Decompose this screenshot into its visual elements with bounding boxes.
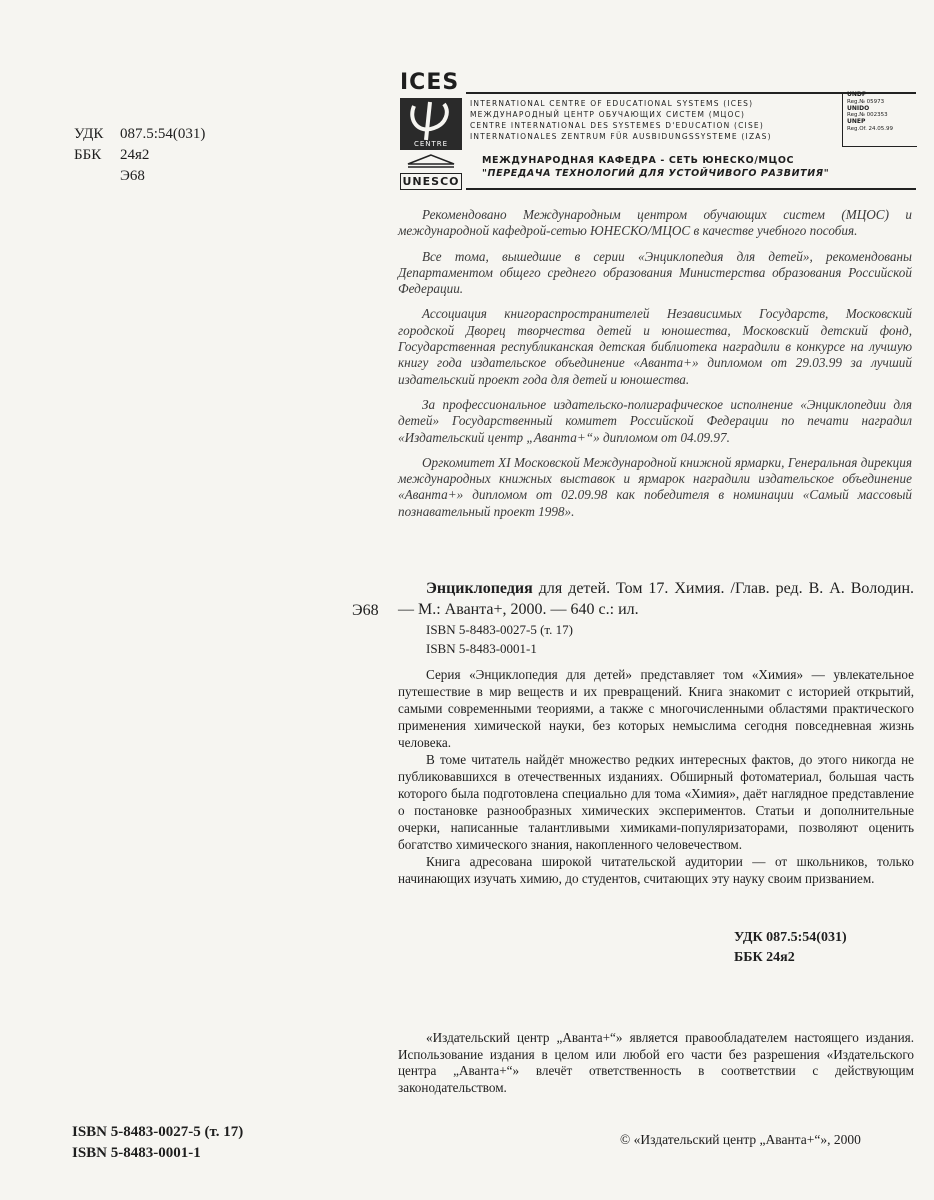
bbk-label: ББК xyxy=(74,147,102,163)
book-description: для детей. Том 17. Химия. /Глав. ред. В. А. Володин. — М.: Аванта+, 2000. — 640 с.: ил. xyxy=(398,580,914,618)
udk-right: УДК 087.5:54(031) xyxy=(734,930,847,945)
unesco-label: UNESCO xyxy=(400,173,462,190)
copyright-line: © «Издательский центр „Аванта+“», 2000 xyxy=(620,1132,861,1147)
bbk-row xyxy=(74,145,205,166)
rights-paragraph: «Издательский центр „Аванта+“» является правообладателем настоящего издания. Использование издания в целом или любой его части без разрешения «Издательского центра „Аванта+“» влечёт ответственность в соответствии с действующим законодательством. xyxy=(398,1030,914,1095)
isbn-bottom-volume: ISBN 5-8483-0027-5 (т. 17) xyxy=(72,1124,244,1140)
ices-name-en: INTERNATIONAL CENTRE OF EDUCATIONAL SYSTEMS (ICES) xyxy=(470,99,754,108)
isbn-bottom-series: ISBN 5-8483-0001-1 xyxy=(72,1145,201,1161)
recommendation-paragraph: Рекомендовано Международным центром обучающих систем (МЦОС) и международной кафедрой-сетью ЮНЕСКО/МЦОС в качестве учебного пособия. xyxy=(398,207,912,239)
annotation-paragraph: Серия «Энциклопедия для детей» представляет том «Химия» — увлекательное путешествие в мир веществ и их превращений. Книга знакомит с историей открытий, самыми современными теориями, а также с многочисленными областями практического применения химической науки, без которых немыслима сегодня повседневная жизнь человека. xyxy=(398,667,914,750)
unesco-logo xyxy=(400,154,462,190)
udk-label: УДК xyxy=(74,126,104,142)
author-mark: Э68 xyxy=(120,168,145,184)
bbk-value: 24я2 xyxy=(120,147,150,163)
annotation-paragraph: Книга адресована широкой читательской аудитории — от школьников, только начинающих изучать химию, до студентов, считающих эту науку своим призванием. xyxy=(398,854,914,886)
undp-label: UNDP xyxy=(847,91,867,98)
ices-names xyxy=(470,98,772,142)
unep-label: UNEP xyxy=(847,118,866,126)
bibliography-mark: Э68 xyxy=(352,602,379,619)
unido-reg: Reg.№ 002353 xyxy=(847,112,888,119)
unesco-chair-motto: "ПЕРЕДАЧА ТЕХНОЛОГИЙ ДЛЯ УСТОЙЧИВОГО РАЗВИТИЯ" xyxy=(482,168,830,179)
annotation xyxy=(398,666,914,887)
bbk-right: ББК 24я2 xyxy=(734,950,795,965)
unido-label: UNIDO xyxy=(847,104,870,112)
un-registrations xyxy=(842,92,917,147)
bibliographic-record xyxy=(398,578,914,658)
udk-value: 087.5:54(031) xyxy=(120,126,206,142)
classification-block-left xyxy=(74,124,205,187)
bibliographic-description xyxy=(398,578,914,620)
isbn-block-bottom xyxy=(72,1122,243,1164)
isbn-series: ISBN 5-8483-0001-1 xyxy=(426,641,537,656)
unesco-chair-name: МЕЖДУНАРОДНАЯ КАФЕДРА - СЕТЬ ЮНЕСКО/МЦОС xyxy=(482,155,795,166)
udk-row xyxy=(74,124,205,145)
undp-reg: Reg.№ 05973 xyxy=(847,98,885,105)
unesco-chair xyxy=(482,154,829,180)
recommendation-paragraph: Оргкомитет XI Московской Международной книжной ярмарки, Генеральная дирекция международных книжных выставок и ярмарок наградили издательское объединение «Аванта+» дипломом от 02.09.98 как победителя в номинации «Самый массовый познавательный проект 1998». xyxy=(398,454,912,519)
rights-notice xyxy=(398,1030,914,1096)
ices-logo xyxy=(400,70,466,190)
isbn-volume: ISBN 5-8483-0027-5 (т. 17) xyxy=(426,622,573,637)
unep-reg: Reg.Of. 24.05.99 xyxy=(847,125,894,132)
classification-block-right xyxy=(734,928,847,968)
ices-emblem-icon xyxy=(400,98,462,150)
recommendations xyxy=(398,207,912,529)
recommendation-paragraph: Ассоциация книгораспространителей Независимых Государств, Московский городской Дворец творчества детей и юношества, Московский детский фонд, Государственная республиканская детская библиотека наградили в конкурсе на лучшую книгу года издательское объединение «Аванта+» дипломом от 29.03.99 за лучший издательский проект года для детей и юношества. xyxy=(398,306,912,387)
ices-name-ru: МЕЖДУНАРОДНЫЙ ЦЕНТР ОБУЧАЮЩИХ СИСТЕМ (МЦОС) xyxy=(470,110,746,119)
ices-centre-label: CENTRE xyxy=(413,140,449,148)
recommendation-paragraph: Все тома, вышедшие в серии «Энциклопедия для детей», рекомендованы Департаментом общего среднего образования Министерства образования Российской Федерации. xyxy=(398,248,912,297)
annotation-paragraph: В томе читатель найдёт множество редких интересных фактов, до этого никогда не публиковавшихся в отечественных изданиях. Обширный фотоматериал, большая часть которого была подготовлена специально для тома «Химия», даёт наглядное представление о постановке разнообразных химических экспериментов. Статьи и дополнительные очерки, написанные талантливыми химиками-популяризаторами, позволяют оценить богатство химического знания, накопленного человечеством. xyxy=(398,752,914,852)
unesco-temple-icon xyxy=(406,154,456,168)
ices-acronym: ICES xyxy=(400,70,460,95)
recommendation-paragraph: За профессиональное издательско-полиграфическое исполнение «Энциклопедии для детей» Государственный комитет Российской Федерации по печати наградил «Издательский центр „Аванта+“» дипломом от 04.09.97. xyxy=(398,396,912,445)
ices-name-fr: CENTRE INTERNATIONAL DES SYSTEMES D'EDUCATION (CISE) xyxy=(470,121,764,130)
ices-name-de: INTERNATIONALES ZENTRUM FÜR AUSBIDUNGSSYSTEME (IZAS) xyxy=(470,132,772,141)
book-title: Энциклопедия xyxy=(426,580,533,597)
